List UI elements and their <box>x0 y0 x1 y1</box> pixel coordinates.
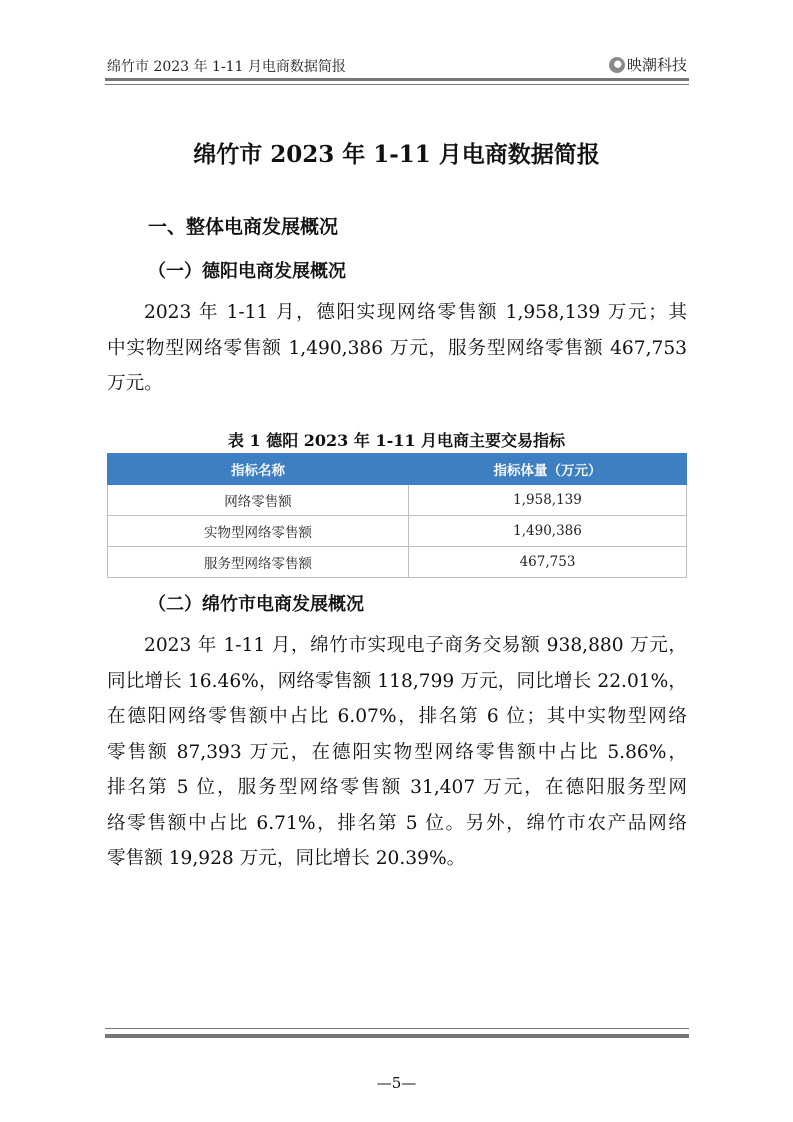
table-row <box>108 516 687 547</box>
column-header-value: 指标体量（万元） <box>409 454 687 485</box>
footer-rule-thin <box>105 1028 689 1029</box>
cell-value: 467,753 <box>409 547 687 578</box>
paragraph-deyang <box>107 295 687 402</box>
header-rule-thick <box>105 78 689 81</box>
footer-rule-thick <box>105 1034 689 1038</box>
cell-indicator: 实物型网络零售额 <box>108 516 409 547</box>
cell-indicator: 网络零售额 <box>108 485 409 516</box>
table-row <box>108 547 687 578</box>
paragraph-line: 2023 年 1-11 月，绵竹市实现电子商务交易额 938,880 万元， <box>144 635 687 656</box>
paragraph-line: 2023 年 1-11 月，德阳实现网络零售额 1,958,139 万元；其 <box>144 302 687 323</box>
subsection-heading-deyang: （一）德阳电商发展概况 <box>148 261 346 282</box>
column-header-name: 指标名称 <box>108 454 409 485</box>
cell-value: 1,490,386 <box>409 516 687 547</box>
paragraph-line: 在德阳网络零售额中占比 6.07%，排名第 6 位；其中实物型网络 <box>107 706 687 727</box>
table-caption: 表 1 德阳 2023 年 1-11 月电商主要交易指标 <box>227 431 566 450</box>
table-header-row <box>108 454 687 485</box>
page-header <box>107 54 687 76</box>
cell-value: 1,958,139 <box>409 485 687 516</box>
paragraph-line: 排名第 5 位，服务型网络零售额 31,407 万元，在德阳服务型网 <box>107 777 687 798</box>
paragraph-line: 万元。 <box>107 373 163 394</box>
paragraph-line: 络零售额中占比 6.71%，排名第 5 位。另外，绵竹市农产品网络 <box>107 812 687 834</box>
page-title: 绵竹市 2023 年 1-11 月电商数据简报 <box>193 141 600 168</box>
page-number: —5— <box>376 1074 417 1092</box>
header-brand <box>609 54 687 75</box>
globe-logo-icon <box>609 57 625 73</box>
cell-indicator: 服务型网络零售额 <box>108 547 409 578</box>
paragraph-mianzhu <box>107 628 687 877</box>
header-title: 绵竹市 2023 年 1-11 月电商数据简报 <box>107 59 346 75</box>
paragraph-line: 零售额 19,928 万元，同比增长 20.39%。 <box>107 848 466 869</box>
subsection-heading-mianzhu: （二）绵竹市电商发展概况 <box>148 594 364 615</box>
section-heading: 一、整体电商发展概况 <box>148 216 339 238</box>
paragraph-line: 同比增长 16.46%，网络零售额 118,799 万元，同比增长 22.01%， <box>107 670 687 692</box>
brand-name: 映潮科技 <box>626 56 687 74</box>
paragraph-line: 零售额 87,393 万元，在德阳实物型网络零售额中占比 5.86%， <box>107 741 687 763</box>
paragraph-line: 中实物型网络零售额 1,490,386 万元，服务型网络零售额 467,753 <box>107 337 687 359</box>
table-row <box>108 485 687 516</box>
header-rule-thin <box>105 84 689 85</box>
indicator-table <box>107 453 687 578</box>
